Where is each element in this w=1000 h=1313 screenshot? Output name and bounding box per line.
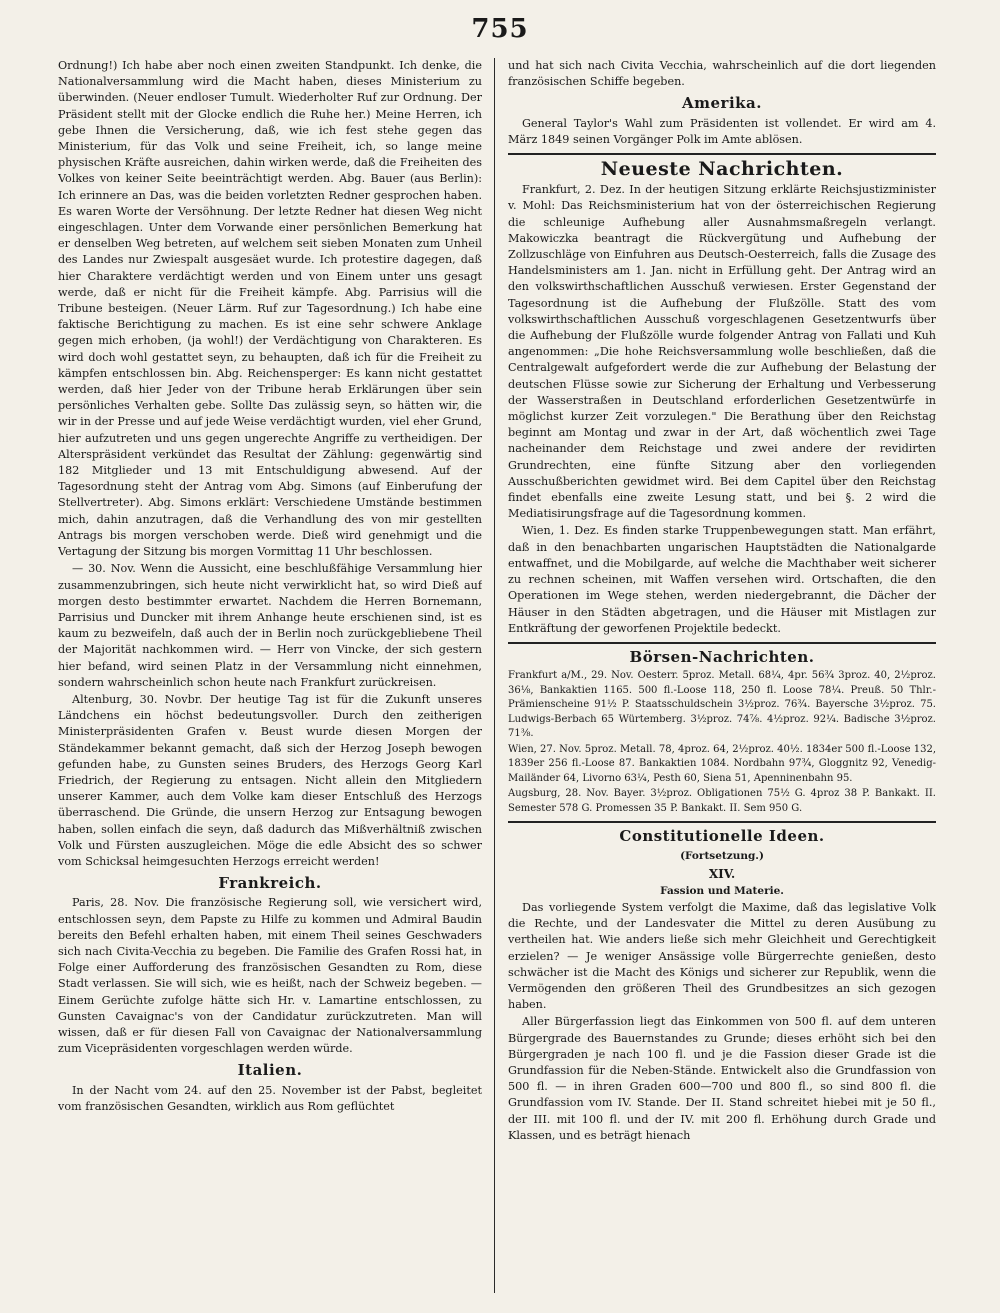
article-paragraph: Das vorliegende System verfolgt die Maxime, daß das legislative Volk die Rechte, und der Landesvater die Mittel zu deren Ausübung zu vertheilen hat. Wie anders ließe sich mehr Gleichheit und Gerechtigkeit erzielen? — Je weniger Ansässige volle Bürgerrechte genießen, desto schwächer ist die Macht des Königs und sicherer zur Republik, wenn die Vermögenden den größeren Theil des Grundbesitzes an sich gezogen haben. [508,900,936,1012]
article-paragraph: Ordnung!) Ich habe aber noch einen zweiten Standpunkt. Ich denke, die Nationalversammlung wird die Macht haben, dieses Ministerium zu überwinden. (Neuer endloser Tumult. Wiederholter Ruf zur Ordnung. Der Präsident stellt mit der Glocke endlich die Ruhe her.) Meine Herren, ich gebe Ihnen die Versicherung, daß, wie ich fest stehe gegen das Ministerium, für das Volk und seine Freiheit, ich, so lange meine physischen Kräfte ausreichen, dahin wirken werde, daß die Freiheiten des Volkes von keiner Seite beeinträchtigt werden. Abg. Bauer (aus Berlin): Ich erinnere an Das, was die beiden vorletzten Redner gesprochen haben. Es waren Worte der Versöhnung. Der letzte Redner hat diesen Weg nicht eingeschlagen. Unter dem Vorwande einer persönlichen Bemerkung hat er denselben Weg betreten, auf welchem seit sieben Monaten zum Unheil des Landes nur Zwiespalt ausgesäet wurde. Ich protestire dagegen, daß hier Charaktere verdächtigt werden und von Einem unter uns gesagt werde, daß er nicht für die Freiheit kämpfe. Abg. Parrisius will die Tribune besteigen. (Neuer Lärm. Ruf zur Tagesordnung.) Ich habe eine faktische Berichtigung zu machen. Es ist eine sehr schwere Anklage gegen mich erhoben, (ja wohl!) der Verdächtigung von Charakteren. Es wird doch wohl gestattet seyn, zu behaupten, daß ich für die Freiheit zu kämpfen entschlossen bin. Abg. Reichensperger: Es kann nicht gestattet werden, daß hier Jeder von der Tribune herab Erklärungen über sein persönliches Verhalten gebe. Sollte Das zulässig seyn, so hätten wir, die wir in der Presse und auf jede Weise verdächtigt wurden, viel eher Grund, hier aufzutreten und uns gegen ungerechte Angriffe zu vertheidigen. Der Alterspräsident verkündet das Resultat der Zählung: gegenwärtig sind 182 Mitglieder und 13 mit Entschuldigung abwesend. Auf der Tagesordnung steht der Antrag vom Abg. Simons (auf Einberufung der Stellvertreter). Abg. Simons erklärt: Verschiedene Umstände bestimmen mich, dahin anzutragen, daß die Verhandlung des von mir gestellten Antrags bis morgen verschoben werde. Dieß wird genehmigt und die Vertagung der Sitzung bis morgen Vormittag 11 Uhr beschlossen. [58,59,482,559]
article-paragraph: — 30. Nov. Wenn die Aussicht, eine beschlußfähige Versammlung hier zusammenzubringen, sich heute nicht verwirklicht hat, so wird Dieß auf morgen desto bestimmter erwartet. Nachdem die Herren Bornemann, Parrisius und Duncker mit ihrem Anhange heute erschienen sind, ist es kaum zu bezweifeln, daß auch der in Berlin noch zurückgebliebene Theil der Majorität nachkommen wird. — Herr von Vincke, der sich gestern hier befand, wird seinen Platz in der Versammlung nicht einnehmen, sondern wahrscheinlich schon heute nach Frankfurt zurückreisen. [58,562,482,689]
column-divider [494,58,495,1293]
article-paragraph: Wien, 1. Dez. Es finden starke Truppenbewegungen statt. Man erfährt, daß in den benachbarten ungarischen Hauptstädten die Nationalgarde entwaffnet, und die Mobilgarde, auf welche die Machthaber weit sicherer zu rechnen scheinen, mit Waffen versehen wird. Ortschaften, die den Operationen im Wege stehen, werden niedergebrannt, die Dächer der Häuser in den Städten abgetragen, und die Häuser mit Mistlagen zur Entkräftung der geworfenen Projektile bedeckt. [508,524,936,635]
article-paragraph: Aller Bürgerfassion liegt das Einkommen von 500 fl. auf dem unteren Bürgergrade des Bauernstandes zu Grunde; dieses erhöht sich bei den Bürgergraden je nach 100 fl. und je die Fassion dieser Grade ist die Grundfassion für die Neben-Stände. Entwickelt also die Grundfassion von 500 fl. — in ihren Graden 600—700 und 800 fl., so sind 800 fl. die Grundfassion vom IV. Stande. Der II. Stand schreitet hiebei mit je 50 fl., der III. mit 100 fl. und der IV. mit 200 fl. Erhöhung durch Grade und Klassen, und es beträgt hienach [508,1015,936,1142]
chapter-number: XIV. [708,866,736,881]
market-entry: Wien, 27. Nov. 5proz. Metall. 78, 4proz. 64, 2½proz. 40½. 1834er 500 fl.-Loose 132, 1839er 256 fl.-Loose 87. Bankaktien 1084. Nordbahn 97¾, Gloggnitz 92, Venedig-Mailänder 64, Livorno 63¼, Pesth 60, Siena 51, Apenninenbahn 95. [508,743,936,784]
divider [508,642,936,644]
market-entry: Frankfurt a/M., 29. Nov. Oesterr. 5proz. Metall. 68¼, 4pr. 56¾ 3proz. 40, 2½proz. 36⅛, Bankaktien 1165. 500 fl.-Loose 118, 250 fl. Loose 78¼. Preuß. 50 Thlr.-Prämienscheine 91½ P. Staatsschuldschein 3½proz. 76¾. Bayersche 3½proz. 75. Ludwigs-Berbach 65 Würtemberg. 3½proz. 74⅞. 4½proz. 92¼. Badische 3½proz. 71⅜. [508,670,936,740]
article-paragraph: Altenburg, 30. Novbr. Der heutige Tag ist für die Zukunft unseres Ländchens ein höchst bedeutungsvoller. Durch den zeitherigen Ministerpräsidenten Grafen v. Beust wurde diesen Morgen der Ständekammer bekannt gemacht, daß sich der Herzog Joseph bewogen gefunden habe, zu Gunsten seines Bruders, des Herzogs Georg Karl Friedrich, der Regierung zu entsagen. Nicht allein den Mitgliedern unserer Kammer, auch dem Volke kam dieser Entschluß des Herzogs überraschend. Die Gründe, die unsern Herzog zur Entsagung bewogen haben, sollen einfach die seyn, daß dadurch das Mißverhältniß zwischen Volk und Fürsten auszugleichen. Möge die edle Absicht des so schwer vom Schicksal heimgesuchten Herzogs erreicht werden! [58,692,482,868]
article-paragraph: Paris, 28. Nov. Die französische Regierung soll, wie versichert wird, entschlossen seyn, dem Papste zu Hilfe zu kommen und Admiral Baudin bereits den Befehl erhalten haben, mit einem Theil seines Geschwaders sich nach Civita-Vecchia zu begeben. Die Familie des Grafen Rossi hat, in Folge einer Aufforderung des französischen Gesandten zu Rom, diese Stadt verlassen. Sie will sich, wie es heißt, nach der Schweiz begeben. — Einem Gerüchte zufolge hätte sich Hr. v. Lamartine entschlossen, zu Gunsten Cavaignac's von der Candidatur zurückzutreten. Man will wissen, daß er für diesen Fall von Cavaignac der Nationalversammlung zum Vicepräsidenten vorgeschlagen werden würde. [58,896,482,1056]
continuation-note: (Fortsetzung.) [680,850,764,863]
section-heading-amerika: Amerika. [682,94,762,113]
left-column [58,58,482,1293]
section-heading-frankreich: Frankreich. [218,874,322,893]
article-paragraph: General Taylor's Wahl zum Präsidenten ist vollendet. Er wird am 4. März 1849 seinen Vorgänger Polk im Amte ablösen. [508,116,936,146]
article-paragraph: und hat sich nach Civita Vecchia, wahrscheinlich auf die dort liegenden französischen Schiffe begeben. [508,59,936,89]
section-heading-neueste-nachrichten: Neueste Nachrichten. [600,158,844,181]
article-paragraph: Frankfurt, 2. Dez. In der heutigen Sitzung erklärte Reichsjustizminister v. Mohl: Das Reichsministerium hat von der österreichischen Regierung die schleunige Aufhebung aller Ausnahmsmaßregeln verlangt. Makowiczka beantragt die Rückvergütung und Aufhebung der Zollzuschläge von Einfuhren aus Deutsch-Oesterreich, falls die Zusage des Handelsministers am 1. Jan. nicht in Erfüllung geht. Der Antrag wird an den volkswirthschaftlichen Ausschuß verwiesen. Erster Gegenstand der Tagesordnung ist die Aufhebung der Flußzölle. Statt des vom volkswirthschaftlichen Ausschuß vorgeschlagenen Gesetzentwurfs über die Aufhebung der Flußzölle wurde folgender Antrag von Fallati und Kuh angenommen: „Die hohe Reichsversammlung wolle beschließen, daß die Centralgewalt aufgefordert werde die zur Aufhebung der Belastung der deutschen Flüsse sowie zur Sicherung der Erhaltung und Verbesserung der Wasserstraßen in Deutschland erforderlichen Gesetzentwürfe in möglichst kurzer Zeit vorzulegen." Die Berathung über den Reichstag beginnt am Montag und zwar in der Art, daß wöchentlich zwei Tage nacheinander dem Reichstage und zwei andere der revidirten Grundrechten, eine fünfte Sitzung aber den vorliegenden Ausschußberichten gewidmet wird. Bei dem Capitel über den Reichstag findet ebenfalls eine zweite Lesung statt, und bei §. 2 wird die Mediatisirungsfrage auf die Tagesordnung kommen. [508,183,936,521]
section-heading-boersen: Börsen-Nachrichten. [629,647,815,666]
section-heading-italien: Italien. [237,1061,303,1080]
chapter-title: Fassion und Materie. [660,884,784,897]
divider [508,153,936,155]
article-paragraph: In der Nacht vom 24. auf den 25. November ist der Pabst, begleitet vom französischen Gesandten, wirklich aus Rom geflüchtet [58,1083,482,1113]
section-heading-constitutionelle-ideen: Constitutionelle Ideen. [619,827,825,846]
right-column [508,58,936,1293]
page-number: 755 [471,14,529,44]
divider [508,821,936,823]
market-entry: Augsburg, 28. Nov. Bayer. 3½proz. Obligationen 75½ G. 4proz 38 P. Bankakt. II. Semester 578 G. Promessen 35 P. Bankakt. II. Sem 950 G. [508,788,936,814]
market-report [508,669,936,816]
